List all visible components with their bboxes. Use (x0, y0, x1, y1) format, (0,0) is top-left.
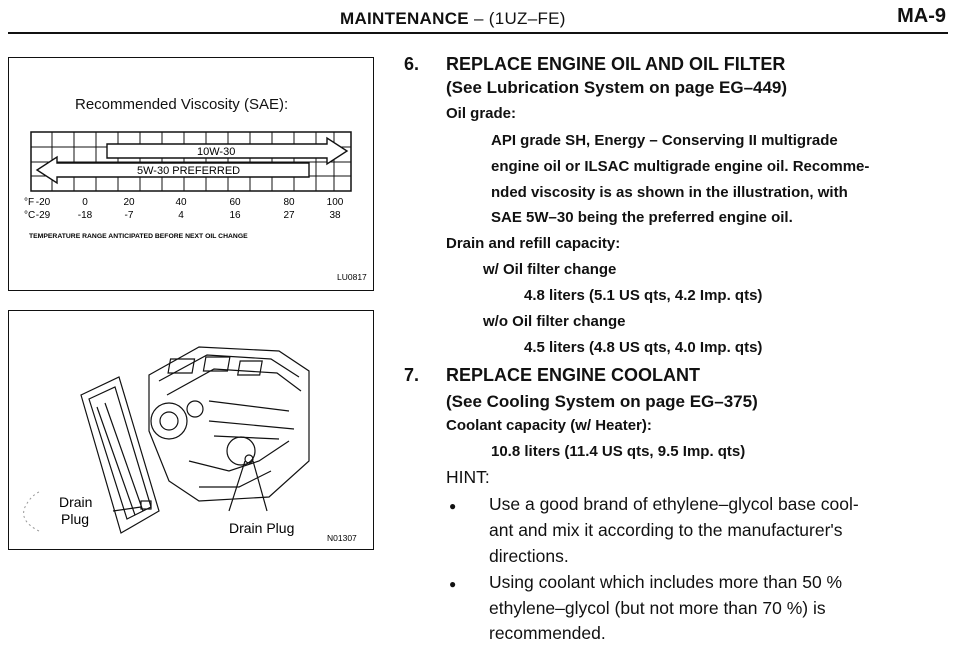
c-tick: 4 (178, 210, 184, 221)
c-tick: 16 (229, 210, 241, 221)
bullet1-line: ant and mix it according to the manufacturer's (489, 520, 843, 540)
page-number: MA-9 (897, 5, 946, 27)
engine-figure (8, 310, 374, 550)
f-tick: 100 (326, 197, 344, 208)
oil-10w30-label: 10W-30 (197, 146, 236, 158)
bullet2-line: ethylene–glycol (but not more than 70 %) is (489, 598, 826, 618)
c-tick: 38 (329, 210, 341, 221)
drain-plug-label-left-2: Plug (61, 511, 90, 527)
bullet2-line: recommended. (489, 623, 606, 643)
bullet-icon: ● (449, 499, 457, 513)
hint-label: HINT: (446, 467, 490, 487)
viscosity-chart (9, 58, 373, 290)
f-tick: -20 (35, 197, 51, 208)
oil-grade-line: API grade SH, Energy – Conserving II multigrade (491, 132, 838, 149)
c-tick: -7 (124, 210, 134, 221)
bullet1-line: Use a good brand of ethylene–glycol base cool- (489, 494, 859, 514)
with-filter-value: 4.8 liters (5.1 US qts, 4.2 Imp. qts) (524, 287, 763, 304)
header-subtitle: – (1UZ–FE) (473, 9, 566, 28)
engine-illustration (9, 311, 373, 549)
c-tick: -18 (77, 210, 93, 221)
oil-grade-line: engine oil or ILSAC multigrade engine oil. Recomme- (491, 158, 870, 175)
step6-title: REPLACE ENGINE OIL AND OIL FILTER (446, 54, 786, 74)
page-header-title (340, 9, 566, 29)
f-tick: 20 (123, 197, 135, 208)
f-tick: 0 (82, 197, 88, 208)
celsius-label: °C (24, 210, 36, 221)
drain-plug-label-right: Drain Plug (229, 520, 295, 536)
step7-ref: (See Cooling System on page EG–375) (446, 392, 758, 411)
coolant-capacity-label: Coolant capacity (w/ Heater): (446, 417, 652, 434)
f-tick: 40 (175, 197, 187, 208)
drain-plug-label-left-1: Drain (59, 494, 93, 510)
c-tick: -29 (35, 210, 51, 221)
header-title: MAINTENANCE (340, 9, 469, 28)
c-tick: 27 (283, 210, 295, 221)
viscosity-fig-code: LU0817 (337, 272, 367, 282)
fahrenheit-label: °F (24, 197, 35, 208)
engine-fig-code: N01307 (327, 533, 357, 543)
drain-refill-label: Drain and refill capacity: (446, 235, 621, 252)
viscosity-title: Recommended Viscosity (SAE): (75, 96, 289, 113)
coolant-capacity-value: 10.8 liters (11.4 US qts, 9.5 Imp. qts) (491, 443, 746, 460)
without-filter-label: w/o Oil filter change (483, 313, 626, 330)
without-filter-value: 4.5 liters (4.8 US qts, 4.0 Imp. qts) (524, 339, 763, 356)
f-tick: 60 (229, 197, 241, 208)
with-filter-label: w/ Oil filter change (483, 261, 617, 278)
bullet2-line: Using coolant which includes more than 50 % (489, 572, 843, 592)
header-rule (8, 32, 948, 34)
bullet-icon: ● (449, 577, 457, 591)
step6-ref: (See Lubrication System on page EG–449) (446, 78, 788, 97)
oil-grade-line: nded viscosity is as shown in the illustration, with (491, 184, 848, 201)
viscosity-caption: TEMPERATURE RANGE ANTICIPATED BEFORE NEXT OIL CHANGE (29, 233, 248, 240)
step6-number: 6. (404, 54, 420, 74)
oil-grade-line: SAE 5W–30 being the preferred engine oil. (491, 209, 793, 226)
oil-5w30-label: 5W-30 PREFERRED (137, 165, 241, 177)
bullet1-line: directions. (489, 546, 569, 566)
oil-grade-label: Oil grade: (446, 105, 517, 122)
step7-title: REPLACE ENGINE COOLANT (446, 365, 701, 385)
viscosity-figure (8, 57, 374, 291)
step7-number: 7. (404, 365, 420, 385)
f-tick: 80 (283, 197, 295, 208)
